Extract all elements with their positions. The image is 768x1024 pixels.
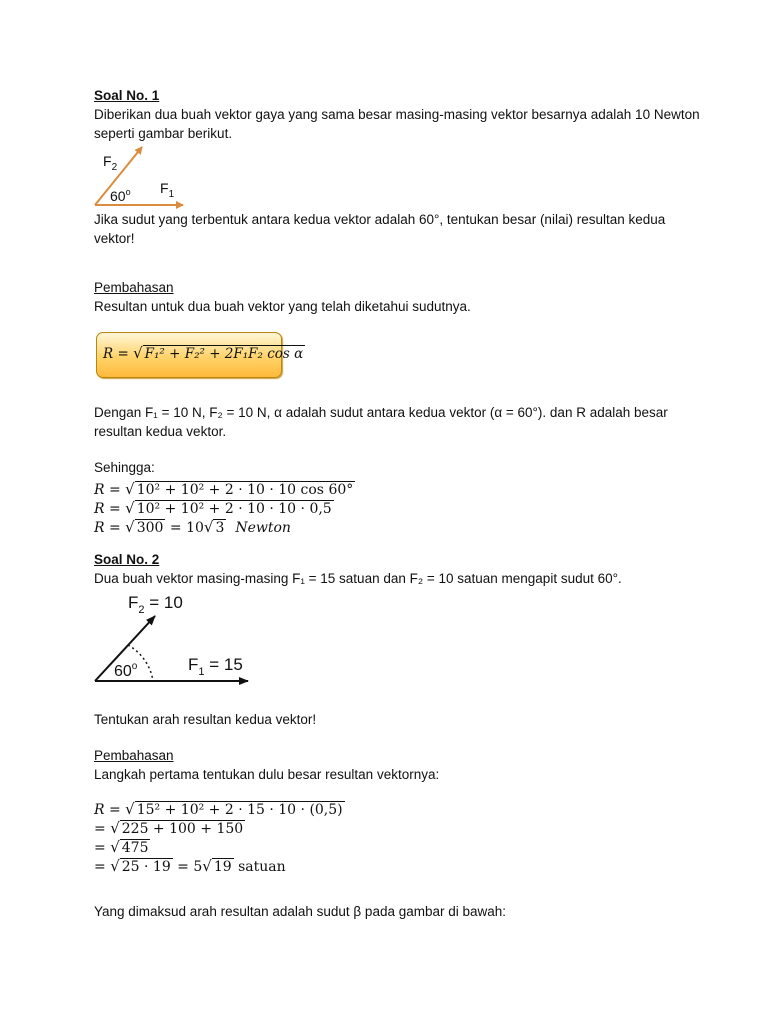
pembahasan-2-title: Pembahasan (94, 748, 174, 763)
calc-step-2: R = √ 10² + 10² + 2 · 10 · 10 · 0,5 (94, 499, 332, 517)
calc-step-1: R = √ 10² + 10² + 2 · 10 · 10 cos 60° (94, 480, 354, 498)
angle-label-2: 60 (114, 663, 132, 680)
soal-1-intro-line-2: seperti gambar berikut. (94, 126, 233, 141)
svg-text:60o: 60$^o$ (110, 187, 131, 204)
f2-label-1: F (103, 153, 112, 169)
soal-2-title: Soal No. 2 (94, 552, 160, 567)
pembahasan-2-line: Langkah pertama tentukan dulu besar resultan vektornya: (94, 767, 440, 782)
svg-text:F1: $F_1$ (160, 180, 175, 200)
svg-text:F2: $F_2$ (103, 153, 118, 173)
f2-label-2: F (128, 593, 139, 612)
calc2-step-2: = √ 225 + 100 + 150 (94, 819, 244, 837)
svg-text:60o: 60$^o$ (114, 661, 138, 680)
resultant-formula: R = √ F₁² + F₂² + 2F₁F₂ cos α (103, 344, 304, 362)
calc2-step-1: R = √ 15² + 10² + 2 · 15 · 10 · (0,5) (94, 800, 343, 818)
resultant-formula-box (96, 332, 304, 378)
pembahasan-2-closing: Yang dimaksud arah resultan adalah sudut β pada gambar di bawah: (94, 904, 507, 919)
calc2-step-4: = √ 25 · 19 = 5√ 19 satuan (94, 857, 286, 875)
soal-1-question-line-2: vektor! (94, 231, 135, 246)
svg-text:F1 = 15: $F_1 = 15$ (188, 655, 243, 678)
svg-text:F2 = 10: $F_2 = 10$ (128, 593, 183, 616)
soal-2-question: Tentukan arah resultan kedua vektor! (94, 712, 317, 727)
f1-label-2: F (188, 655, 199, 674)
pembahasan-1-line: Resultan untuk dua buah vektor yang telah diketahui sudutnya. (94, 299, 471, 314)
calc-step-3: R = √ 300 = 10√ 3 Newton (94, 518, 291, 536)
angle-label-1: 60 (110, 188, 126, 204)
soal-2-line: Dua buah vektor masing-masing F₁ = 15 satuan dan F₂ = 10 satuan mengapit sudut 60°. (94, 571, 622, 586)
given-line-1: Dengan F₁ = 10 N, F₂ = 10 N, α adalah sudut antara kedua vektor (α = 60°). dan R adalah besar (94, 405, 668, 420)
pembahasan-1-title: Pembahasan (94, 280, 174, 295)
sehingga-label: Sehingga: (94, 460, 155, 475)
given-line-2: resultan kedua vektor. (94, 424, 227, 439)
soal-1-question-line-1: Jika sudut yang terbentuk antara kedua vektor adalah 60°, tentukan besar (nilai) resultan kedua (94, 212, 666, 227)
soal-1-intro-line-1: Diberikan dua buah vektor gaya yang sama besar masing-masing vektor besarnya adalah 10 Newton (94, 107, 700, 122)
soal-1-title: Soal No. 1 (94, 88, 160, 103)
f1-label-1: F (160, 180, 169, 196)
calc2-step-3: = √ 475 (94, 838, 149, 856)
